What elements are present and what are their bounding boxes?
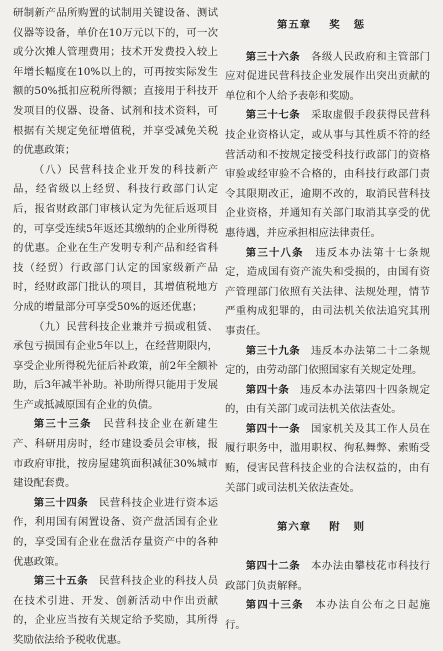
article-37 (225, 106, 430, 243)
paragraph (13, 4, 218, 161)
paragraph-text: 研制新产品所购置的试制用关键设备、测试仪器等设备，单价在10万元以下的，可一次或分次摊人管理费用；技术开发费投入较上年增长幅度在10%以上的，可再按实际发生额的50%抵扣应税所得额；直接用于科技开发项目的仪器、设备、试剂和技术资料，可根据有关规定免征增值税，并享受减免关税的优惠政策； (13, 7, 218, 157)
chapter-5-heading (225, 16, 430, 36)
article-number: 第四十二条 (245, 560, 301, 573)
article-text: 国家机关及其工作人员在履行职务中，滥用职权、徇私舞弊、索贿受贿，侵害民营科技企业的合法权益的，由有关部门或司法机关依法查处。 (225, 422, 431, 494)
chapter-title: 附则 (329, 520, 378, 533)
article-40 (225, 381, 430, 420)
right-column (225, 4, 430, 635)
article-text: 民营科技企业在新建生产、科研用房时，经市建设委员会审核，报市政府审批，按房屋建筑面积减征30%城市建设配套费。 (13, 418, 219, 490)
article-text: 本办法自公布之日起施行。 (225, 599, 431, 631)
left-column (13, 4, 218, 651)
article-text: 民营科技企业的科技人员在技术引进、开发、创新活动中作出贡献的，企业应当按有关规定给予奖励，其所得奖励依法给予税收优惠。 (13, 575, 219, 646)
chapter-number: 第五章 (277, 19, 312, 31)
article-text: 各级人民政府和主管部门应对促进民营科技企业发展作出突出贡献的单位和个人给予表彰和奖励。 (225, 50, 431, 102)
article-text: 违反本办法第四十四条规定的，由有关部门或司法机关依法查处。 (225, 383, 431, 416)
article-34 (13, 494, 218, 572)
article-number: 第三十四条 (33, 496, 89, 509)
article-text: 民营科技企业进行资本运作，利用国有闲置设备、资产盘活国有企业的，享受国有企业在盘活存量资产中的各种优惠政策。 (13, 496, 219, 568)
paragraph-text: （九）民营科技企业兼并亏损或租赁、承包亏损国有企业5年以上，在经营期限内，享受企业所得税先征后补政策，前2年全额补助，后3年减半补助。补助所得只能用于发展生产或抵减原国有企业的负债。 (13, 320, 218, 411)
chapter-6-heading (225, 518, 430, 538)
article-number: 第四十三条 (245, 599, 304, 612)
article-number: 第三十九条 (245, 344, 301, 357)
article-number: 第三十八条 (245, 246, 304, 259)
paragraph (13, 318, 218, 416)
article-text: 违反本办法第二十二条规定的，由劳动部门依照国家有关规定处理。 (225, 344, 431, 377)
paragraph-text: （八）民营科技企业开发的科技新产品，经省级以上经贸、科技行政部门认定后，报省财政部门审核认定为先征后返项目的，可享受连续5年返还其缴纳的企业所得税的优惠。企业在生产发明专利产品和经省科技（经贸）行政部门认定的国家级新产品时，经财政部门批认的项目，其增值税地方分成的增量部分可享受50%的返还优惠； (13, 163, 218, 313)
article-text: 采取虚假手段获得民营科技企业资格认定，或从事与其性质不符的经营活动和不按规定接受科技行政部门的资格审验或经审验不合格的，由科技行政部门责令其限期改正，逾期不改的，取消民营科技企业资格，并通知有关部门取消其享受的优惠待遇，并应承担相应法律责任。 (225, 109, 431, 239)
article-39 (225, 342, 430, 381)
paragraph (13, 161, 218, 318)
article-text: 本办法由攀枝花市科技行政部门负责解释。 (225, 560, 431, 592)
article-36 (225, 48, 430, 107)
article-43 (225, 596, 430, 635)
article-number: 第四十条 (245, 383, 290, 396)
article-number: 第三十五条 (33, 575, 89, 588)
article-number: 第四十一条 (245, 422, 301, 435)
article-38 (225, 244, 430, 342)
chapter-number: 第六章 (277, 520, 312, 533)
article-42 (225, 557, 430, 596)
chapter-title: 奖惩 (329, 19, 378, 31)
article-text: 违反本办法第十七条规定，造成国有资产流失和受损的，由国有资产管理部门依照有关法律、法规处理，情节严重构成犯罪的，由司法机关依法追究其刑事责任。 (225, 246, 431, 337)
article-41 (225, 420, 430, 498)
article-number: 第三十六条 (245, 50, 301, 63)
article-number: 第三十三条 (33, 418, 92, 431)
article-33 (13, 415, 218, 493)
article-35 (13, 572, 218, 650)
article-number: 第三十七条 (245, 109, 301, 122)
